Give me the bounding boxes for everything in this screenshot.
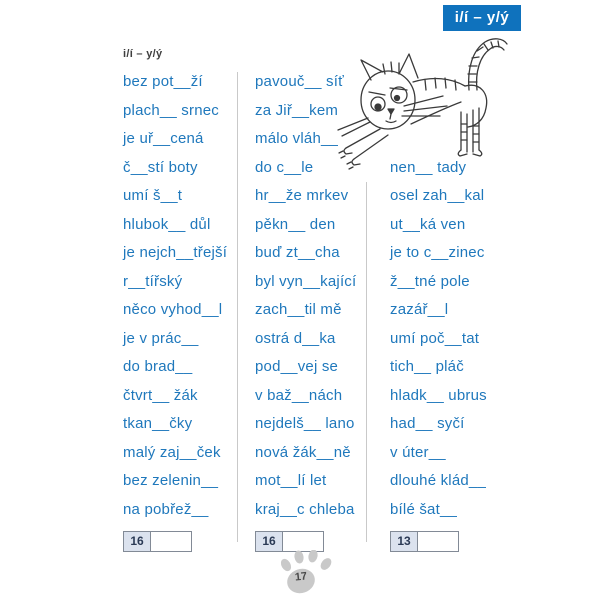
- word-item: r__tířský: [123, 272, 183, 290]
- score-box-3: [390, 531, 459, 552]
- word-item: zach__til mě: [255, 301, 342, 318]
- word-item: je v prác__: [123, 329, 199, 347]
- word-item: hr__že mrkev: [255, 187, 349, 204]
- word-item: nejdelš__ lano: [255, 415, 355, 432]
- word-column-2: [255, 68, 373, 524]
- word-item: kraj__c chleba: [255, 500, 355, 518]
- word-item: bez zelenin__: [123, 472, 219, 489]
- word-item: ž__tné pole: [390, 272, 470, 290]
- word-item: ostrá d__ka: [255, 329, 336, 347]
- word-item: za Jiř__kem: [255, 101, 339, 119]
- word-item: had__ syčí: [390, 415, 465, 432]
- word-item: v úter__: [390, 443, 446, 461]
- word-item: na pobřež__: [123, 500, 209, 518]
- word-item: malý zaj__ček: [123, 443, 221, 461]
- word-item: nen__ tady: [390, 158, 467, 176]
- word-item: tich__ pláč: [390, 358, 464, 375]
- score-box-1: [123, 531, 192, 552]
- word-item: je to c__zinec: [390, 244, 485, 261]
- score-count: 13: [391, 532, 418, 551]
- word-item: hladk__ ubrus: [390, 386, 487, 404]
- word-item: buď zt__cha: [255, 244, 340, 261]
- page-number: 17: [294, 570, 308, 584]
- topic-badge: i/í – y/ý: [443, 5, 521, 31]
- word-item: do brad__: [123, 358, 193, 375]
- word-item: bez pot__ží: [123, 73, 203, 90]
- score-count: 16: [124, 532, 151, 551]
- word-item: v baž__nách: [255, 386, 343, 404]
- score-answer-cell: [418, 532, 458, 551]
- word-item: je uř__cená: [123, 130, 204, 147]
- word-item: bílé šat__: [390, 500, 458, 518]
- word-item: pěkn__ den: [255, 215, 336, 233]
- word-item: do c__le: [255, 158, 314, 176]
- word-item: osel zah__kal: [390, 187, 485, 204]
- word-item: č__stí boty: [123, 158, 198, 176]
- word-item: pod__vej se: [255, 358, 339, 375]
- word-item: umí š__t: [123, 187, 183, 204]
- word-item: plach__ srnec: [123, 101, 219, 119]
- word-item: pavouč__ síť: [255, 73, 344, 90]
- word-item: dlouhé klád__: [390, 472, 487, 489]
- word-item: mot__lí let: [255, 472, 327, 489]
- word-column-1: [123, 68, 241, 524]
- word-item: hlubok__ důl: [123, 215, 211, 233]
- word-item: ut__ká ven: [390, 215, 466, 233]
- section-heading: i/í – y/ý: [123, 48, 163, 60]
- score-count: 16: [256, 532, 283, 551]
- word-item: něco vyhod__l: [123, 301, 223, 318]
- word-item: tkan__čky: [123, 415, 193, 432]
- word-item: málo vláh__: [255, 130, 339, 147]
- score-box-2: [255, 531, 324, 552]
- score-answer-cell: [283, 532, 323, 551]
- word-item: umí poč__tat: [390, 329, 480, 347]
- word-column-3: [390, 154, 508, 525]
- word-item: zazář__l: [390, 301, 449, 318]
- word-item: nová žák__ně: [255, 443, 351, 461]
- word-item: čtvrt__ žák: [123, 386, 198, 404]
- word-item: byl vyn__kající: [255, 272, 357, 290]
- word-item: je nejch__třejší: [123, 244, 228, 261]
- score-answer-cell: [151, 532, 191, 551]
